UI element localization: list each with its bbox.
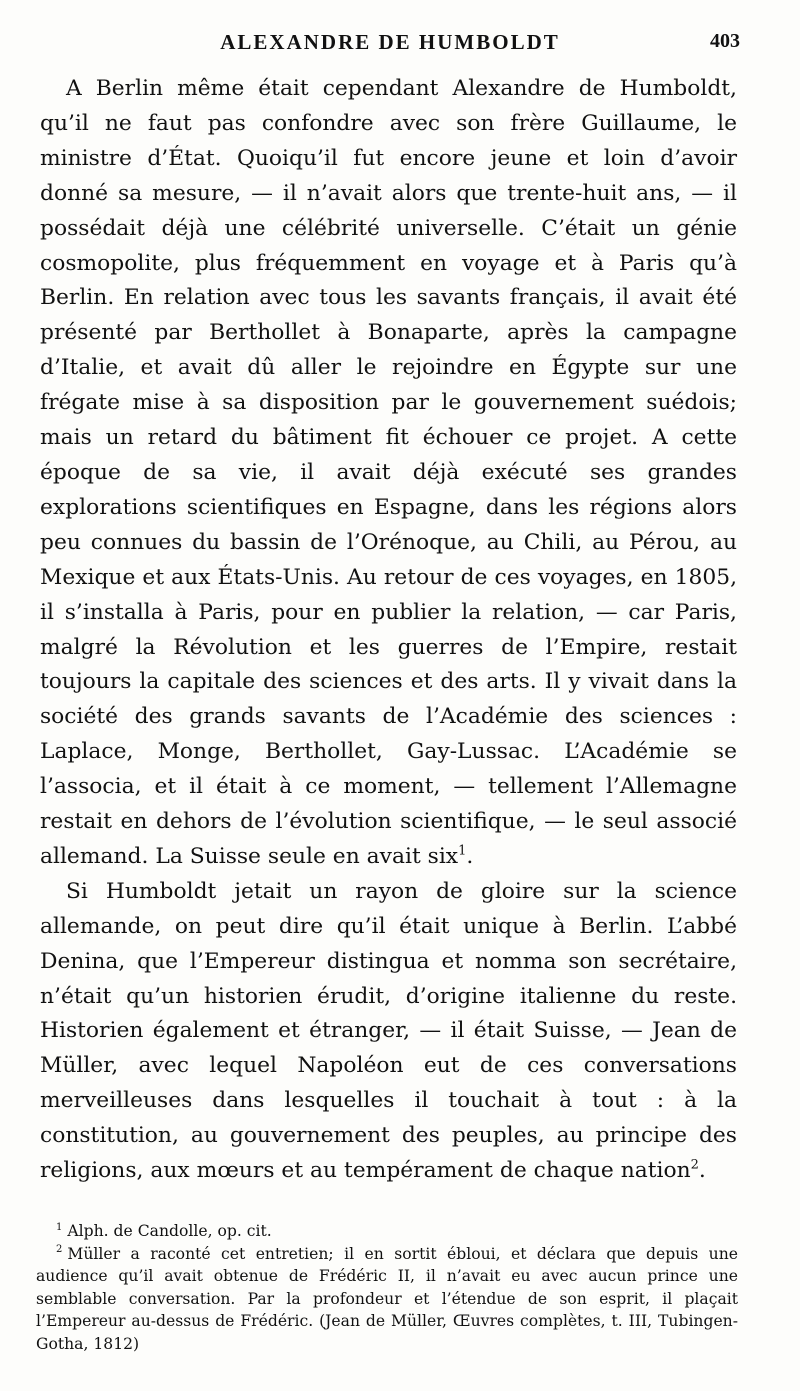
footnote-text: Alph. de Candolle, op. cit. bbox=[67, 1222, 272, 1240]
paragraph-text: Si Humboldt jetait un rayon de gloire sur la science allemande, on peut dire qu’il était unique à Berlin. L’abbé Denina, que l’Empereur distingua et nomma son secrétaire, n’était qu’un historien érudit, d’origine italienne du reste. Historien également et étranger, — il était Suisse, — Jean de Müller, avec lequel Napoléon eut de ces conversations merveilleuses dans lesquelles il touchait à tout : à la constitution, au gouvernement des peuples, au principe des religions, aux mœurs et au tempérament de chaque nation bbox=[40, 878, 737, 1184]
footnotes bbox=[36, 1220, 738, 1355]
paragraph-2: Si Humboldt jetait un rayon de gloire sur la science allemande, on peut dire qu’il était unique à Berlin. L’abbé Denina, que l’Empereur distingua et nomma son secrétaire, n’était qu’un historien érudit, d’origine italienne du reste. Historien également et étranger, — il était Suisse, — Jean de Müller, avec lequel Napoléon eut de ces conversations merveilleuses dans lesquelles il touchait à tout : à la constitution, au gouvernement des peuples, au principe des religions, aux mœurs et au tempérament de chaque nation$^2$. bbox=[40, 878, 737, 1184]
footnote-2 bbox=[36, 1243, 738, 1356]
paragraph-1: A Berlin même était cependant Alexandre de Humboldt, qu’il ne faut pas confondre avec son frère Guillaume, le ministre d’État. Quoiqu’il fut encore jeune et loin d’avoir donné sa mesure, — il n’avait alors que trente-huit ans, — il possédait déjà une célébrité universelle. C’était un génie cosmopolite, plus fréquemment en voyage et à Paris qu’à Berlin. En relation avec tous les savants français, il avait été présenté par Berthollet à Bonaparte, après la campagne d’Italie, et avait dû aller le rejoindre en Égypte sur une frégate mise à sa disposition par le gouvernement suédois; mais un retard du bâtiment fit échouer ce projet. A cette époque de sa vie, il avait déjà exécuté ses grandes explorations scientifiques en Espagne, dans les régions alors peu connues du bassin de l’Orénoque, au Chili, au Pérou, au Mexique et aux États-Unis. Au retour de ces voyages, en 1805, il s’installa à Paris, pour en publier la relation, — car Paris, malgré la Révolution et les guerres de l’Empire, restait toujours la capitale des sciences et des arts. Il y vivait dans la société des grands savants de l’Académie des sciences : Laplace, Monge, Berthollet, Gay-Lussac. L’Académie se l’associa, et il était à ce moment, — tellement l’Allemagne restait en dehors de l’évolution scientifique, — le seul associé allemand. La Suisse seule en avait six$^1$. bbox=[40, 76, 737, 869]
page-number: 403 bbox=[710, 30, 740, 52]
footnote-reference: 2 bbox=[690, 1157, 699, 1173]
footnote-reference: 1 bbox=[458, 843, 467, 859]
footnote-mark: 2 bbox=[56, 1244, 63, 1256]
chapter-title: ALEXANDRE DE HUMBOLDT bbox=[220, 30, 560, 54]
footnote-1 bbox=[36, 1220, 738, 1243]
footnote-text: Müller a raconté cet entretien; il en sortit ébloui, et déclara que depuis une audience qu’il avait obtenue de Frédéric II, il n’avait eu avec aucun prince une semblable conversation. Par la profondeur et l’étendue de son esprit, il plaçait l’Empereur au-dessus de Frédéric. (Jean de Müller, Œuvres complètes, t. III, Tubingen-Gotha, 1812) bbox=[36, 1244, 738, 1353]
body-text bbox=[40, 72, 737, 1189]
running-header bbox=[40, 26, 740, 58]
paragraph-text: A Berlin même était cependant Alexandre de Humboldt, qu’il ne faut pas confondre avec son frère Guillaume, le ministre d’État. Quoiqu’il fut encore jeune et loin d’avoir donné sa mesure, — il n’avait alors que trente-huit ans, — il possédait déjà une célébrité universelle. C’était un génie cosmopolite, plus fréquemment en voyage et à Paris qu’à Berlin. En relation avec tous les savants français, il avait été présenté par Berthollet à Bonaparte, après la campagne d’Italie, et avait dû aller le rejoindre en Égypte sur une frégate mise à sa disposition par le gouvernement suédois; mais un retard du bâtiment fit échouer ce projet. A cette époque de sa vie, il avait déjà exécuté ses grandes explorations scientifiques en Espagne, dans les régions alors peu connues du bassin de l’Orénoque, au Chili, au Pérou, au Mexique et aux États-Unis. Au retour de ces voyages, en 1805, il s’installa à Paris, pour en publier la relation, — car Paris, malgré la Révolution et les guerres de l’Empire, restait toujours la capitale des sciences et des arts. Il y vivait dans la société des grands savants de l’Académie des sciences : Laplace, Monge, Berthollet, Gay-Lussac. L’Académie se l’associa, et il était à ce moment, — tellement l’Allemagne restait en dehors de l’évolution scientifique, — le seul associé allemand. La Suisse seule en avait six bbox=[40, 76, 737, 869]
footnote-mark: 1 bbox=[56, 1221, 63, 1233]
